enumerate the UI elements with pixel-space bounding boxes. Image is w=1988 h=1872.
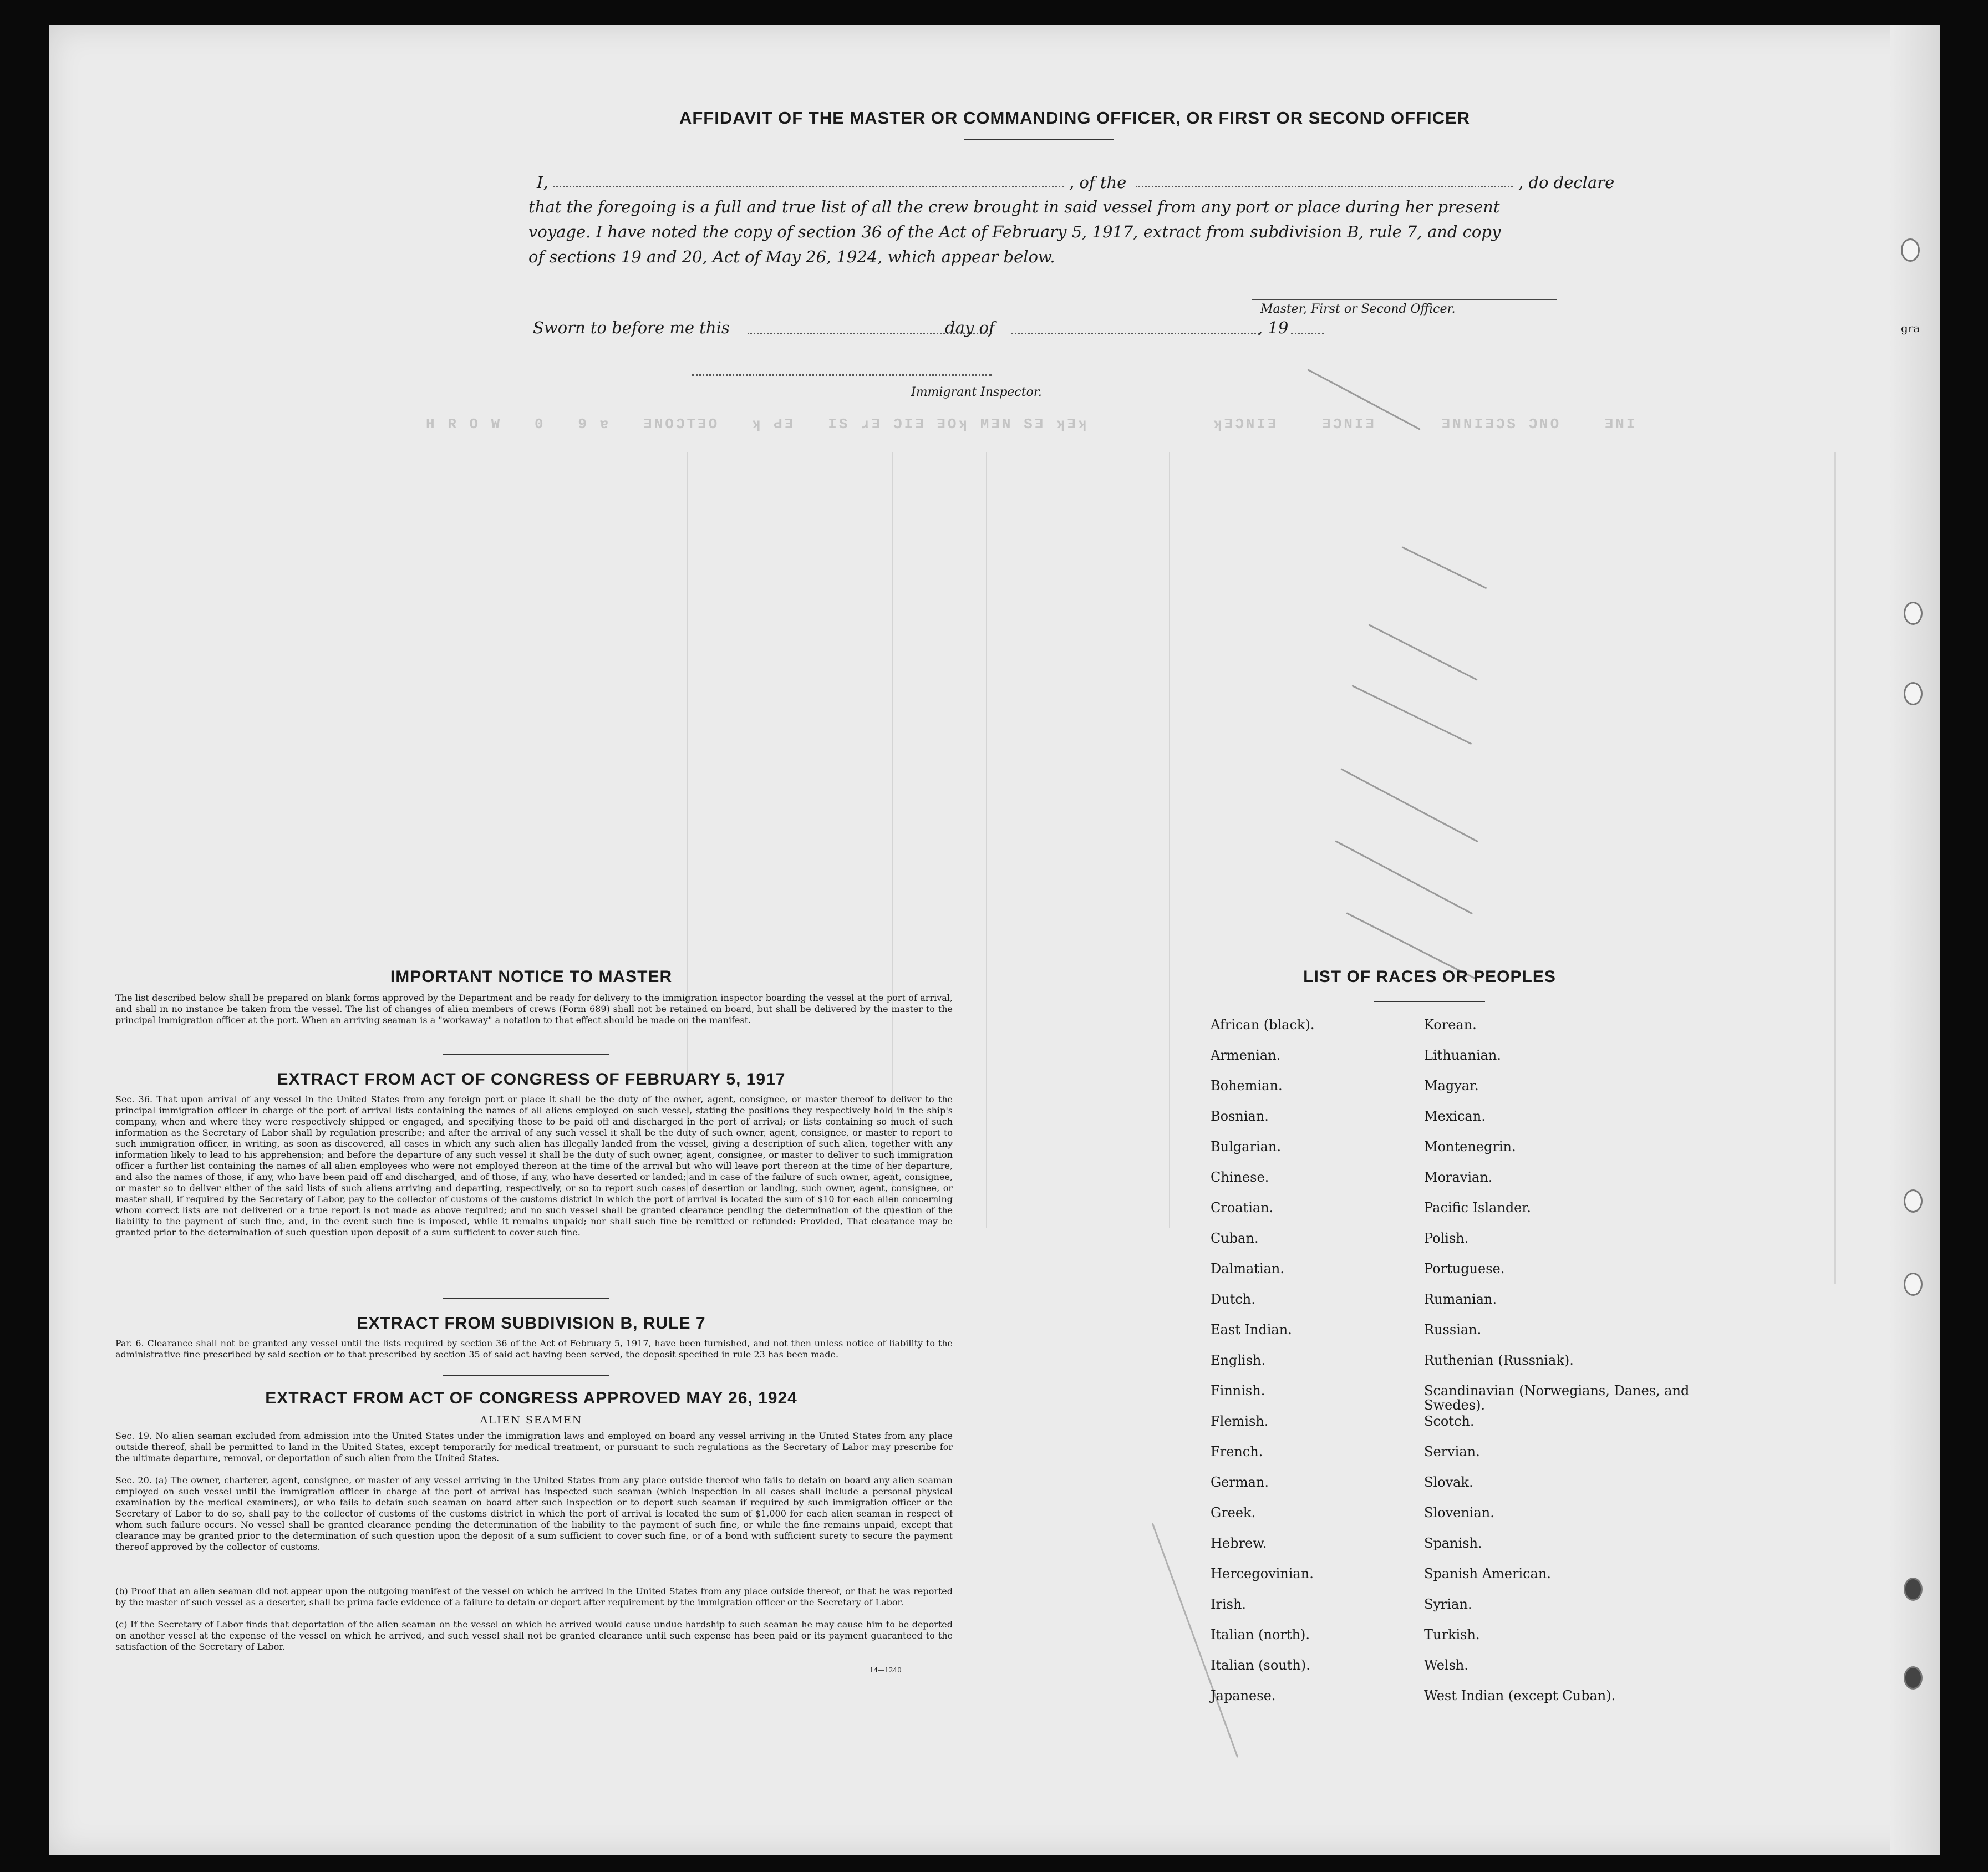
extract-1917-heading: EXTRACT FROM ACT OF CONGRESS OF FEBRUARY 5, 1917 [277,1070,786,1088]
races-list-right [1424,1018,1690,1719]
bleed-through-text: H R O W 0 9 ɐ ƎNOƆTƎO ʞ ԀƎ IS ɹƎ ƆIƎ ƎOʞ MƎN SƎ ʞƎʞ [426,416,1089,433]
binder-hole [1904,602,1923,625]
pencil-mark [1368,624,1477,681]
race-item: Greek. [1211,1505,1256,1520]
alien-seamen-subheading: ALIEN SEAMEN [480,1414,583,1426]
race-item: West Indian (except Cuban). [1424,1688,1616,1703]
race-item: Ruthenian (Russniak). [1424,1352,1574,1368]
race-item: French. [1211,1444,1263,1459]
race-item: English. [1211,1352,1266,1368]
inspector-line [692,374,992,376]
races-heading: LIST OF RACES OR PEOPLES [1303,968,1556,986]
margin-mark: gra [1901,322,1920,335]
pencil-mark [1401,546,1487,589]
race-item: Lithuanian. [1424,1047,1502,1063]
bleed-through-text: ʞƎƆNIƎ ƎƆNIƎ ƎNNIƎƆS ƆNO ƎNI [1213,416,1638,433]
bleed-through-rule [1834,452,1836,1284]
race-item: Polish. [1424,1230,1469,1246]
race-item: African (black). [1211,1017,1315,1032]
race-item: Slovenian. [1424,1505,1494,1520]
race-item: Bohemian. [1211,1078,1283,1093]
year-label: , 19 [1258,318,1289,337]
extract-1924-heading: EXTRACT FROM ACT OF CONGRESS APPROVED MAY 26, 1924 [265,1389,797,1407]
notice-text: The list described below shall be prepared on blank forms approved by the Department and be ready for delivery to the immigration inspector boarding the vessel at the port of arrival, and shall in no instance be taken from the vessel. The list of changes of alien members of crews (Form 689) shall not be retained on board, but shall be delivered by the master to the principal immigration officer at the port. When an arriving seaman is a "workaway" a notation to that effect should be made on the manifest. [115,993,953,1025]
race-item: Japanese. [1211,1688,1276,1703]
extract-1917-text: Sec. 36. That upon arrival of any vessel in the United States from any foreign port or place it shall be the duty of the owner, agent, consignee, or master thereof to deliver to the principal immigration officer in charge of the port of arrival lists containing the names of all aliens employed on such vessel, stating the positions they respectively hold in the ship's company, when and where they were respectively shipped or engaged, and specifying those to be paid off and discharged in the port of arrival; or lists containing so much of such information as the Secretary of Labor shall by regulation prescribe; and after the arrival of any such vessel it shall be the duty of such owner, agent, consignee, or master to report to such immigration officer, in writing, as soon as discovered, all cases in which any such alien has illegally landed from the vessel, giving a description of such alien, together with any information likely to lead to his apprehension; and before the departure of any such vessel it shall be the duty of such owner, agent, consignee, or master to deliver to such immigration officer a further list containing the names of all alien employees who were not employed thereon at the time of the arrival but who will leave port thereon at the time of her departure, and also the names of those, if any, who have been paid off and discharged, and of those, if any, who have deserted or landed; and in case of the failure of such owner, agent, consignee, or master so to deliver either of the said lists of such aliens arriving and departing, respectively, or so to report such cases of desertion or landing, such owner, agent, consignee, or master shall, if required by the Secretary of Labor, pay to the collector of customs of the customs district in which the port of arrival is located the sum of $10 for each alien concerning whom correct lists are not delivered or a true report is not made as above required; and no such vessel shall be granted clearance pending the determination of the question of the liability to the payment of such fine, and, in the event such fine is imposed, while it remains unpaid; nor shall such fine be remitted or refunded: Provided, That clearance may be granted prior to the determination of such question upon deposit of a sum sufficient to cover such fine. [115,1094,953,1238]
race-item: Italian (north). [1211,1627,1310,1642]
bleed-through-rule [986,452,987,1228]
race-item: Hercegovinian. [1211,1566,1314,1581]
binder-hole [1904,1273,1923,1296]
races-underline [1374,1001,1485,1002]
binder-hole [1904,682,1923,705]
race-item: Dutch. [1211,1291,1255,1307]
race-item: Scotch. [1424,1413,1475,1429]
divider [443,1054,609,1055]
race-item: Spanish. [1424,1535,1482,1551]
affidavit-of-the: , of the [1069,173,1127,192]
race-item: Bosnian. [1211,1108,1269,1124]
pencil-mark [1351,685,1472,745]
race-item: Italian (south). [1211,1657,1310,1673]
divider [443,1298,609,1299]
affidavit-line-3: voyage. I have noted the copy of section 36 of the Act of February 5, 1917, extract from subdivision B, rule 7, and copy [528,222,1501,241]
year-blank [1291,333,1324,334]
affidavit-title: AFFIDAVIT OF THE MASTER OR COMMANDING OFFICER, OR FIRST OR SECOND OFFICER [679,108,1471,128]
race-item: Korean. [1424,1017,1477,1032]
race-item: Irish. [1211,1596,1247,1612]
binder-hole [1904,1578,1923,1601]
race-item: Bulgarian. [1211,1139,1281,1154]
bleed-through-rule [1169,452,1170,1228]
race-item: Montenegrin. [1424,1139,1516,1154]
race-item: East Indian. [1211,1322,1292,1337]
race-item: German. [1211,1474,1269,1490]
race-item: Syrian. [1424,1596,1472,1612]
race-item: Portuguese. [1424,1261,1505,1276]
race-item: Spanish American. [1424,1566,1551,1581]
binder-hole [1904,1189,1923,1213]
extract-rule7-text: Par. 6. Clearance shall not be granted any vessel until the lists required by section 36 of the Act of February 5, 1917, have been furnished, and not then unless notice of liability to the administrative fine prescribed by said section or to that prescribed by section 35 of said act having been served, the deposit specified in rule 23 has been made. [115,1338,953,1360]
sworn-month-blank [1011,333,1260,334]
signature-line [1252,299,1557,300]
affidavit-declare: , do declare [1518,173,1615,192]
sec-20a-text: Sec. 20. (a) The owner, charterer, agent, consignee, or master of any vessel arriving in the United States from any place outside thereof who fails to detain on board any alien seaman employed on such vessel until the immigration officer in charge at the port of arrival has inspected such seaman (which inspection in all cases shall include a personal physical examination by the medical examiners), or who fails to detain such seaman on board after such inspection or to deport such seaman if required by such immigration officer or the Secretary of Labor to do so, shall pay to the collector of customs of the customs district in which the port of arrival is located the sum of $1,000 for each alien seaman in respect of whom such failure occurs. No vessel shall be granted clearance pending the determination of the liability to the payment of such fine, or while the fine remains unpaid, except that clearance may be granted prior to the determination of such question upon the deposit of a sum sufficient to cover such fine, or of a bond with sufficient surety to secure the payment thereof approved by the collector of customs. [115,1475,953,1552]
affidavit-line-4: of sections 19 and 20, Act of May 26, 1924, which appear below. [528,247,1055,266]
race-item: Finnish. [1211,1383,1265,1398]
sec-20c-text: (c) If the Secretary of Labor finds that deportation of the alien seaman on the vessel on which he arrived would cause undue hardship to such seaman he may cause him to be deported on another vessel at the expense of the vessel on which he arrived, and such vessel shall not be granted clearance until such expense has been paid or its payment guaranteed to the satisfaction of the Secretary of Labor. [115,1619,953,1652]
race-item: Slovak. [1424,1474,1473,1490]
races-list-left [1211,1018,1421,1719]
race-item: Flemish. [1211,1413,1269,1429]
extract-rule7-heading: EXTRACT FROM SUBDIVISION B, RULE 7 [357,1314,706,1332]
race-item: Cuban. [1211,1230,1259,1246]
day-of-label: day of [945,318,995,337]
pencil-mark [1335,840,1473,914]
race-item: Pacific Islander. [1424,1200,1531,1215]
name-blank [553,186,1064,187]
race-item: Hebrew. [1211,1535,1267,1551]
document-page [49,25,1940,1855]
sec-20b-text: (b) Proof that an alien seaman did not appear upon the outgoing manifest of the vessel on which he arrived in the United States from any place outside thereof, or that he was reported by the master of such vessel as a deserter, shall be prima facie evidence of a failure to detain or deport after requirement by the immigration officer or the Secretary of Labor. [115,1586,953,1608]
notice-heading: IMPORTANT NOTICE TO MASTER [390,968,673,986]
inspector-caption: Immigrant Inspector. [911,385,1042,399]
divider [443,1375,609,1376]
race-item: Chinese. [1211,1169,1269,1185]
sec-19-text: Sec. 19. No alien seaman excluded from admission into the United States under the immigration laws and employed on board any vessel arriving in the United States from any place outside thereof, shall be permitted to land in the United States, except temporarily for medical treatment, or pursuant to such regulations as the Secretary of Labor may prescribe for the ultimate departure, removal, or deportation of such alien from the United States. [115,1431,953,1463]
race-item: Rumanian. [1424,1291,1497,1307]
race-item: Mexican. [1424,1108,1486,1124]
binder-hole [1904,1666,1923,1690]
form-number: 14—1240 [870,1666,902,1674]
race-item: Magyar. [1424,1078,1479,1093]
vessel-blank [1136,186,1513,187]
race-item: Moravian. [1424,1169,1493,1185]
sworn-label: Sworn to before me this [533,318,730,337]
binder-hole [1901,238,1920,262]
race-item: Scandinavian (Norwegians, Danes, and Swedes). [1424,1383,1690,1413]
pencil-mark [1340,768,1478,842]
race-item: Turkish. [1424,1627,1480,1642]
affidavit-line-2: that the foregoing is a full and true list of all the crew brought in said vessel from any port or place during her present [528,197,1500,216]
signature-caption: Master, First or Second Officer. [1260,302,1456,316]
race-item: Welsh. [1424,1657,1468,1673]
race-item: Croatian. [1211,1200,1274,1215]
title-underline [964,139,1114,140]
affidavit-i: I, [537,173,548,192]
race-item: Dalmatian. [1211,1261,1285,1276]
race-item: Armenian. [1211,1047,1281,1063]
race-item: Servian. [1424,1444,1480,1459]
race-item: Russian. [1424,1322,1482,1337]
